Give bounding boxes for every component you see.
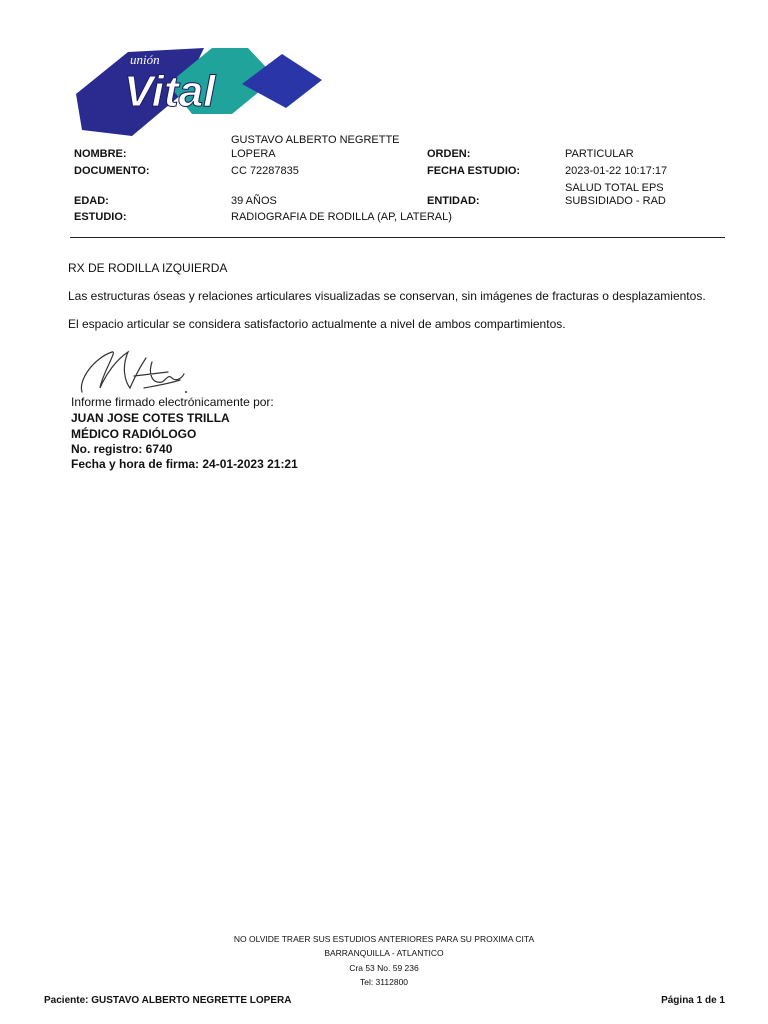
footer-address: Cra 53 No. 59 236: [349, 963, 419, 973]
report-paragraph-2: El espacio articular se considera satisfactorio actualmente a nivel de ambos compartimientos.: [68, 317, 566, 331]
footer-reminder: NO OLVIDE TRAER SUS ESTUDIOS ANTERIORES PARA SU PROXIMA CITA: [233, 934, 535, 944]
logo-top-text: unión: [130, 52, 160, 67]
signature-intro: Informe firmado electrónicamente por:: [71, 395, 274, 409]
signer-name: JUAN JOSE COTES TRILLA: [71, 411, 230, 425]
documento-label: DOCUMENTO:: [74, 165, 150, 177]
handwritten-signature: [72, 344, 192, 400]
union-vital-logo: [72, 44, 328, 140]
footer-phone: Tel: 3112800: [359, 977, 409, 987]
nombre-value-line1: GUSTAVO ALBERTO NEGRETTE: [231, 134, 400, 146]
orden-label: ORDEN:: [427, 148, 471, 160]
signature-datetime: Fecha y hora de firma: 24-01-2023 21:21: [71, 457, 298, 471]
fecha-estudio-label: FECHA ESTUDIO:: [427, 165, 521, 177]
nombre-label: NOMBRE:: [74, 148, 127, 160]
page-number: Página 1 de 1: [661, 995, 725, 1006]
report-title: RX DE RODILLA IZQUIERDA: [68, 261, 228, 275]
entidad-label: ENTIDAD:: [427, 195, 480, 207]
signer-role: MÉDICO RADIÓLOGO: [71, 427, 197, 441]
header-divider: [70, 237, 725, 238]
signer-registro: No. registro: 6740: [71, 442, 173, 456]
edad-value: 39 AÑOS: [231, 195, 277, 207]
fecha-estudio-value: 2023-01-22 10:17:17: [565, 165, 668, 177]
estudio-label: ESTUDIO:: [74, 211, 127, 223]
orden-value: PARTICULAR: [565, 148, 634, 160]
estudio-value: RADIOGRAFIA DE RODILLA (AP, LATERAL): [231, 211, 452, 223]
footer-city: BARRANQUILLA - ATLANTICO: [324, 948, 444, 958]
footer-patient: Paciente: GUSTAVO ALBERTO NEGRETTE LOPERA: [44, 995, 292, 1006]
report-paragraph-1: Las estructuras óseas y relaciones articulares visualizadas se conservan, sin imágenes de fracturas o desplazamientos.: [68, 289, 706, 303]
documento-value: CC 72287835: [231, 165, 299, 177]
entidad-value-line1: SALUD TOTAL EPS: [565, 182, 664, 194]
logo-main-text: Vital: [124, 67, 216, 116]
nombre-value-line2: LOPERA: [231, 148, 276, 160]
entidad-value-line2: SUBSIDIADO - RAD: [565, 195, 666, 207]
edad-label: EDAD:: [74, 195, 109, 207]
